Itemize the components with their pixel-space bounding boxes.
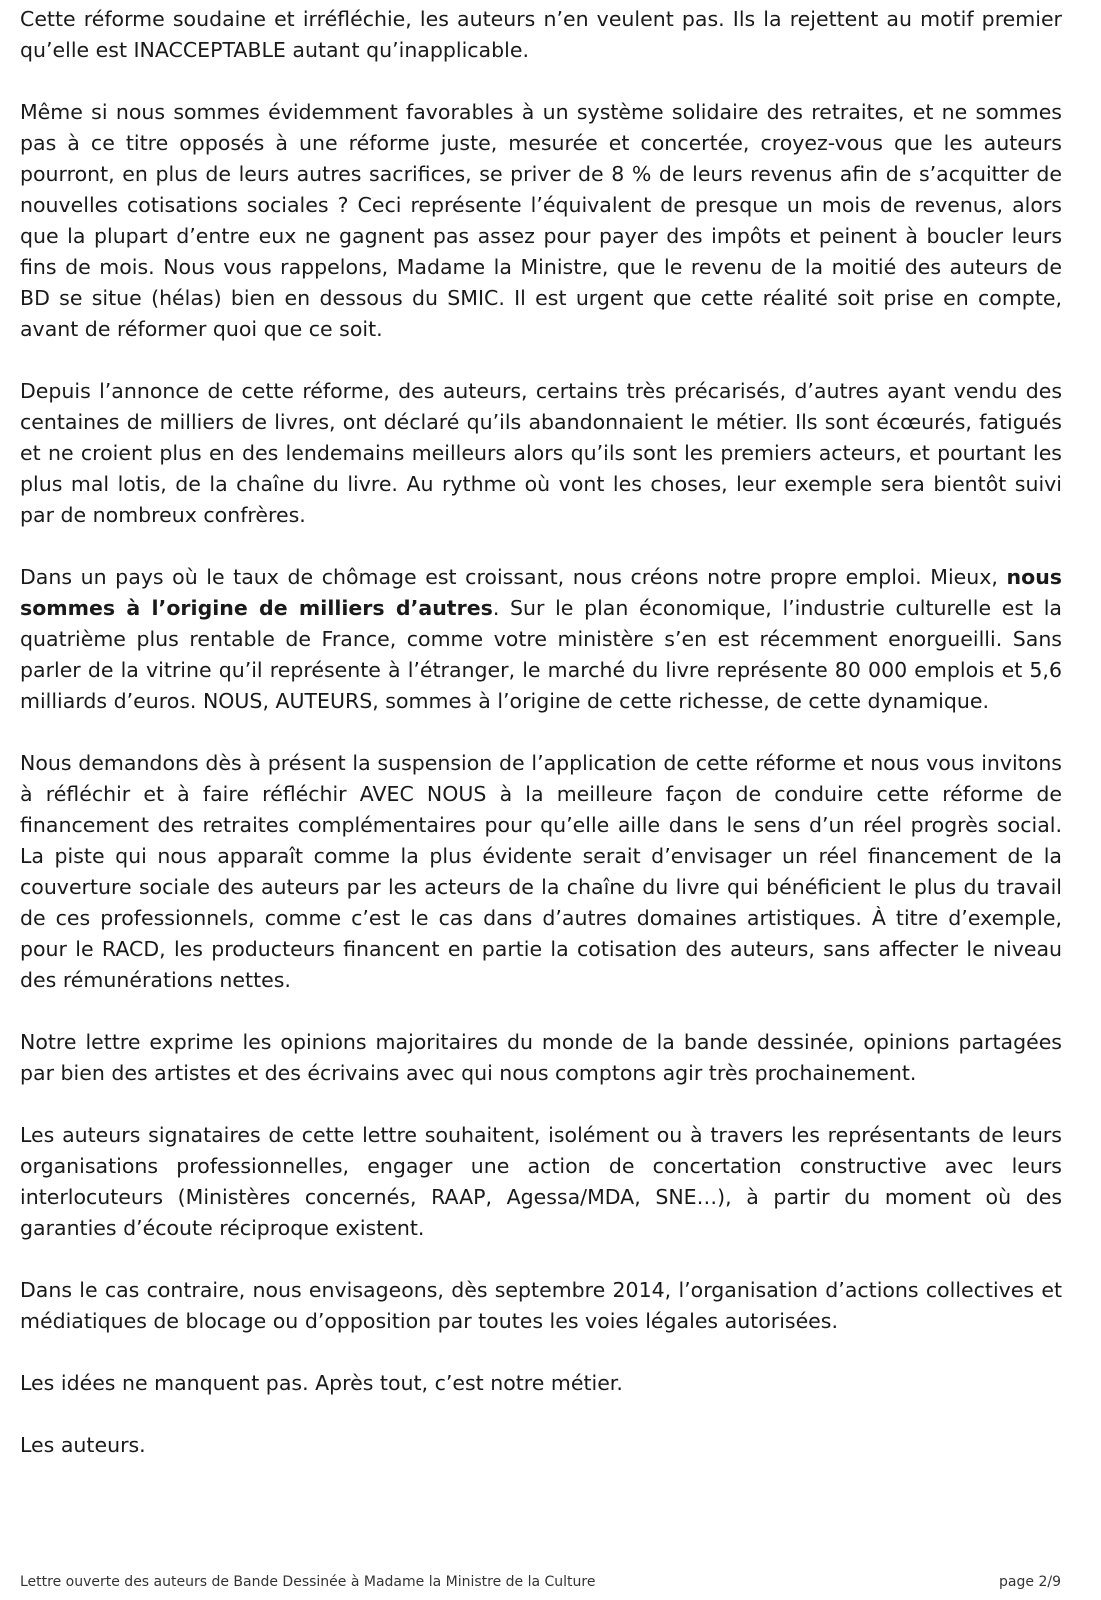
paragraph-rejection: Cette réforme soudaine et irréfléchie, les auteurs n’en veulent pas. Ils la rejettent au motif premier qu’elle est INACCEPTABLE autant qu’inapplicable. — [20, 7, 1062, 62]
paragraph-income: Même si nous sommes évidemment favorables à un système solidaire des retraites, et ne sommes pas à ce titre opposés à une réforme juste, mesurée et concertée, croyez-vous que les auteurs pourront, en plus de leurs autres sacrifices, se priver de 8 % de leurs revenus afin de s’acquitter de nouvelles cotisations sociales ? Ceci représente l’équivalent de presque un mois de revenus, alors que la plupart d’entre eux ne gagnent pas assez pour payer des impôts et peinent à boucler leurs fins de mois. Nous vous rappelons, Madame la Ministre, que le revenu de la moitié des auteurs de BD se situe (hélas) bien en dessous du SMIC. Il est urgent que cette réalité soit prise en compte, avant de réformer quoi que ce soit. — [20, 100, 1062, 341]
paragraph-suspension: Nous demandons dès à présent la suspension de l’application de cette réforme et nous vous invitons à réfléchir et à faire réfléchir AVEC NOUS à la meilleure façon de conduire cette réforme de financement des retraites complémentaires pour qu’elle aille dans le sens d’un réel progrès social. La piste qui nous apparaît comme la plus évidente serait d’envisager un réel financement de la couverture sociale des auteurs par les acteurs de la chaîne du livre qui bénéficient le plus du travail de ces professionnels, comme c’est le cas dans d’autres domaines artistiques. À titre d’exemple, pour le RACD, les producteurs financent en partie la cotisation des auteurs, sans affecter le niveau des rémunérations nettes. — [20, 751, 1062, 992]
paragraph-abandon: Depuis l’annonce de cette réforme, des auteurs, certains très précarisés, d’autres ayant vendu des centaines de milliers de livres, ont déclaré qu’ils abandonnaient le métier. Ils sont écœurés, fatigués et ne croient plus en des lendemains meilleurs alors qu’ils sont les premiers acteurs, et pourtant les plus mal lotis, de la chaîne du livre. Au rythme où vont les choses, leur exemple sera bientôt suivi par de nombreux confrères. — [20, 379, 1062, 527]
paragraph-concertation: Les auteurs signataires de cette lettre souhaitent, isolément ou à travers les représentants de leurs organisations professionnelles, engager une action de concertation constructive avec leurs interlocuteurs (Ministères concernés, RAAP, Agessa/MDA, SNE…), à partir du moment où des garanties d’écoute réciproque existent. — [20, 1123, 1062, 1240]
economy-text-bold: nous sommes à l’origine de milliers d’autres — [20, 565, 1062, 620]
page-footer — [20, 1574, 1061, 1590]
footer-title: Lettre ouverte des auteurs de Bande Dessinée à Madame la Ministre de la Culture — [20, 1574, 596, 1590]
paragraph-actions: Dans le cas contraire, nous envisageons, dès septembre 2014, l’organisation d’actions collectives et médiatiques de blocage ou d’opposition par toutes les voies légales autorisées. — [20, 1278, 1062, 1333]
economy-text-after: . Sur le plan économique, l’industrie culturelle est la quatrième plus rentable de France, comme votre ministère s’en est récemment enorgueilli. Sans parler de la vitrine qu’il représente à l’étranger, le marché du livre représente 80 000 emplois et 5,6 milliards d’euros. NOUS, AUTEURS, sommes à l’origine de cette richesse, de cette dynamique. — [20, 596, 1062, 713]
signature: Les auteurs. — [20, 1433, 146, 1457]
letter-body — [20, 4, 1062, 1492]
paragraph-opinions: Notre lettre exprime les opinions majoritaires du monde de la bande dessinée, opinions partagées par bien des artistes et des écrivains avec qui nous comptons agir très prochainement. — [20, 1030, 1062, 1085]
page-number: page 2/9 — [999, 1574, 1061, 1590]
economy-text-before: Dans un pays où le taux de chômage est croissant, nous créons notre propre emploi. Mieux, — [20, 565, 1007, 589]
paragraph-economy — [20, 562, 1062, 717]
paragraph-ideas: Les idées ne manquent pas. Après tout, c’est notre métier. — [20, 1371, 623, 1395]
